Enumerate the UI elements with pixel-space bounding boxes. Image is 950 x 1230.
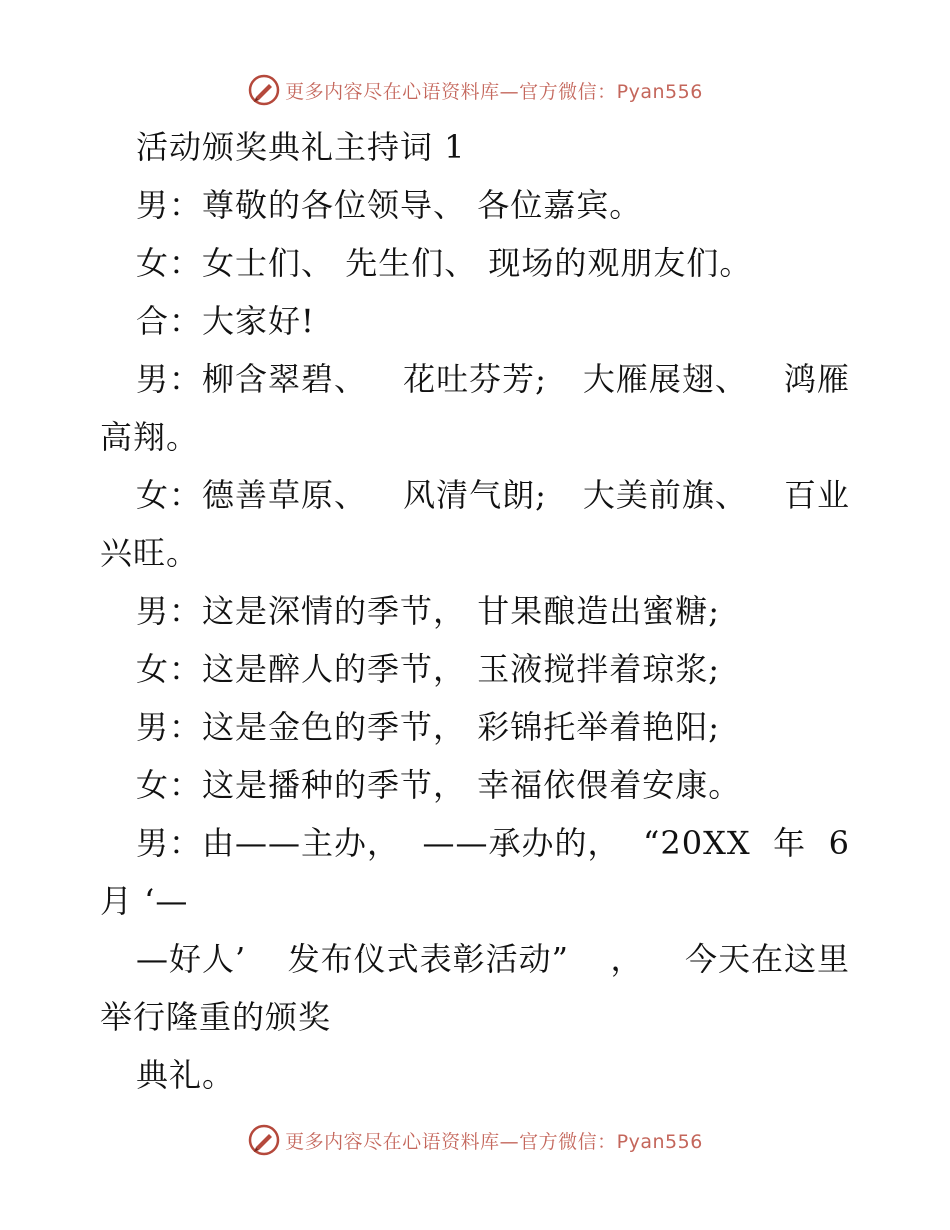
- speech-text: 大家好!: [202, 302, 315, 340]
- speaker-label: 男：: [136, 592, 203, 630]
- paragraph-11: [100, 930, 850, 988]
- speech-text: 德善草原、: [202, 476, 368, 514]
- speech-text: 风清气朗;: [403, 476, 547, 514]
- paragraph-5: [100, 466, 850, 524]
- paragraph-1: [100, 176, 850, 234]
- speaker-label: 男：: [136, 360, 203, 398]
- paragraph-8: [100, 698, 850, 756]
- header-text: 更多内容尽在心语资料库—官方微信：Pyan556: [285, 80, 703, 103]
- paragraph-4: [100, 350, 850, 408]
- speaker-label: 女：: [136, 476, 203, 514]
- speaker-label: 女：: [136, 650, 203, 688]
- speech-text: 大雁展翅、: [582, 360, 748, 398]
- speaker-label: 男：: [136, 824, 203, 862]
- speaker-label: 男：: [136, 186, 203, 224]
- paragraph-10: [100, 814, 850, 872]
- speech-text: 这是醉人的季节， 玉液搅拌着琼浆;: [202, 650, 720, 688]
- speaker-label: 男：: [136, 708, 203, 746]
- pen-logo-icon: [247, 73, 281, 107]
- paragraph-12: 典礼。: [136, 1056, 236, 1094]
- speaker-label: 女：: [136, 244, 203, 282]
- header-banner: [0, 70, 950, 110]
- paragraph-7: [100, 640, 850, 698]
- paragraph-6: [100, 582, 850, 640]
- footer-text: 更多内容尽在心语资料库—官方微信：Pyan556: [285, 1130, 703, 1153]
- paragraph-10-cont: 月 ‘—: [100, 882, 189, 920]
- speech-text: 发布仪式表彰活动”: [287, 940, 570, 978]
- speech-text: 女士们、 先生们、 现场的观朋友们。: [202, 244, 753, 282]
- speech-text: 花吐芬芳;: [403, 360, 547, 398]
- speech-text: 柳含翠碧、: [202, 360, 368, 398]
- paragraph-4-cont: 高翔。: [100, 418, 200, 456]
- speech-text: 百业: [783, 476, 850, 514]
- paragraph-9: [100, 756, 850, 814]
- paragraph-3: [100, 292, 850, 350]
- speech-text: ——承办的，: [422, 824, 621, 862]
- speech-text: 大美前旗、: [582, 476, 748, 514]
- speech-text: 这是金色的季节， 彩锦托举着艳阳;: [202, 708, 720, 746]
- pen-logo-icon: [247, 1123, 281, 1157]
- paragraph-2: [100, 234, 850, 292]
- footer-banner: [0, 1120, 950, 1160]
- speech-text: 这是播种的季节， 幸福依偎着安康。: [202, 766, 742, 804]
- speech-text: 年: [773, 824, 807, 862]
- speech-text: 尊敬的各位领导、 各位嘉宾。: [202, 186, 643, 224]
- speech-text: 由——主办，: [202, 824, 401, 862]
- speaker-label: 合：: [136, 302, 203, 340]
- speech-text: “20XX: [643, 824, 751, 862]
- speech-text: —好人’: [136, 940, 247, 978]
- speech-text: 这是深情的季节， 甘果酿造出蜜糖;: [202, 592, 720, 630]
- document-body: [100, 118, 850, 1104]
- speech-text: 6: [828, 824, 850, 862]
- paragraph-11-cont: 举行隆重的颁奖: [100, 998, 332, 1036]
- speech-text: 今天在这里: [684, 940, 850, 978]
- speech-text: 鸿雁: [783, 360, 850, 398]
- paragraph-5-cont: 兴旺。: [100, 534, 200, 572]
- speech-text: ，: [610, 940, 644, 978]
- speaker-label: 女：: [136, 766, 203, 804]
- doc-title: 活动颁奖典礼主持词 1: [136, 128, 466, 166]
